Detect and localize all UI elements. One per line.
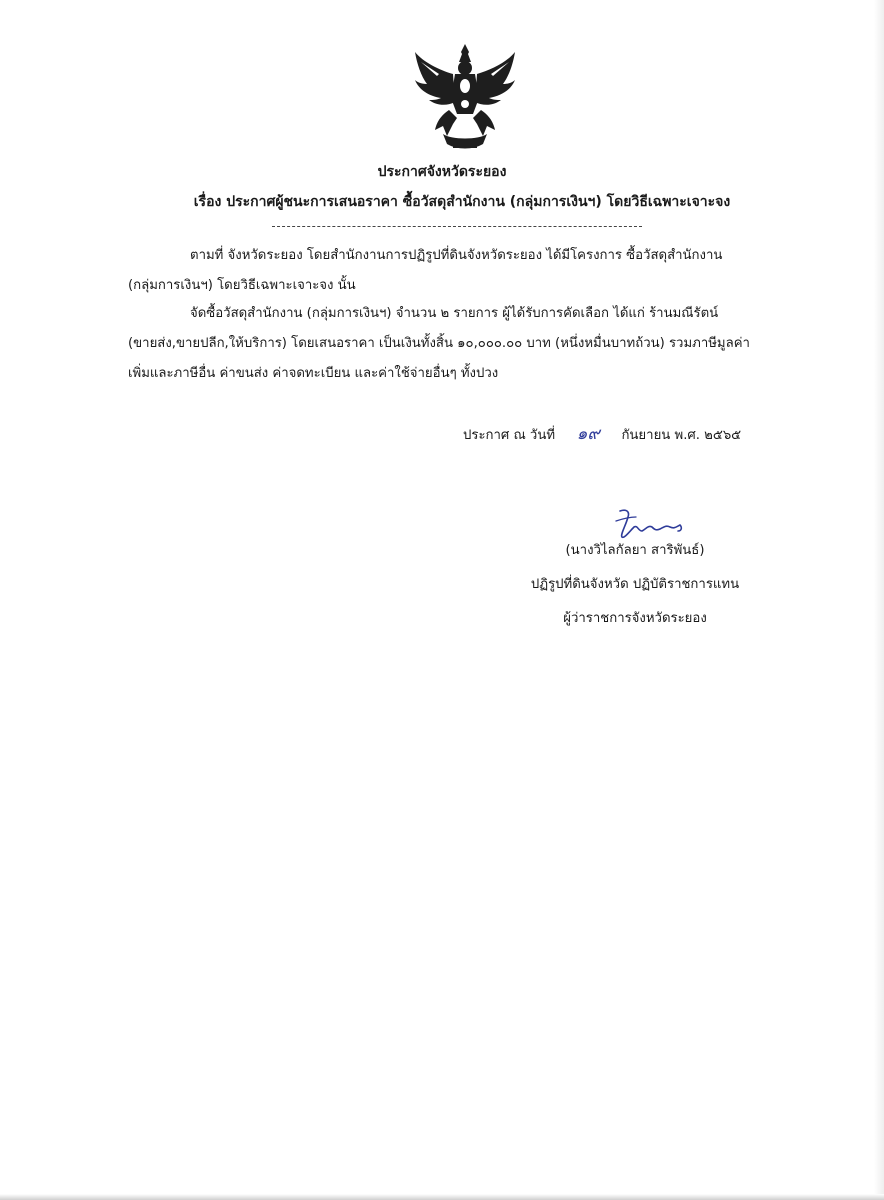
body-paragraph-1: [128, 241, 753, 301]
announcement-date: [463, 419, 741, 451]
paragraph-1-text: ตามที่ จังหวัดระยอง โดยสำนักงานการปฏิรูปที่ดินจังหวัดระยอง ได้มีโครงการ ซื้อวัสดุสำนักงาน (กลุ่มการเงินฯ) โดยวิธีเฉพาะเจาะจง นั้น: [128, 248, 723, 293]
date-prefix: ประกาศ ณ วันที่: [463, 428, 556, 443]
date-month-year: กันยายน พ.ศ. ๒๕๖๕: [621, 428, 742, 443]
announcement-title: ประกาศจังหวัดระยอง: [377, 164, 507, 180]
body-paragraph-2: [128, 299, 753, 389]
paragraph-2-text: จัดซื้อวัสดุสำนักงาน (กลุ่มการเงินฯ) จำนวน ๒ รายการ ผู้ได้รับการคัดเลือก ได้แก่ ร้านมณีรัตน์ (ขายส่ง,ขายปลีก,ให้บริการ) โดยเสนอราคา เป็นเงินทั้งสิ้น ๑๐,๐๐๐.๐๐ บาท (หนึ่งหมื่นบาทถ้วน) รวมภาษีมูลค่าเพิ่มและภาษีอื่น ค่าขนส่ง ค่าจดทะเบียน และค่าใช้จ่ายอื่นๆ ทั้งปวง: [128, 306, 750, 381]
signer-on-behalf: ผู้ว่าราชการจังหวัดระยอง: [563, 611, 707, 626]
handwritten-day: ๑๙: [576, 424, 600, 444]
divider-line: [272, 226, 642, 227]
signer-position: ปฏิรูปที่ดินจังหวัด ปฏิบัติราชการแทน: [530, 577, 740, 592]
announcement-subject: เรื่อง ประกาศผู้ชนะการเสนอราคา ซื้อวัสดุสำนักงาน (กลุ่มการเงินฯ) โดยวิธีเฉพาะเจาะจง: [193, 194, 731, 210]
garuda-emblem-icon: [409, 40, 521, 152]
signer-name: (นางวิไลกัลยา สาริพันธ์): [565, 543, 705, 558]
page-edge-bottom: [0, 1194, 884, 1200]
